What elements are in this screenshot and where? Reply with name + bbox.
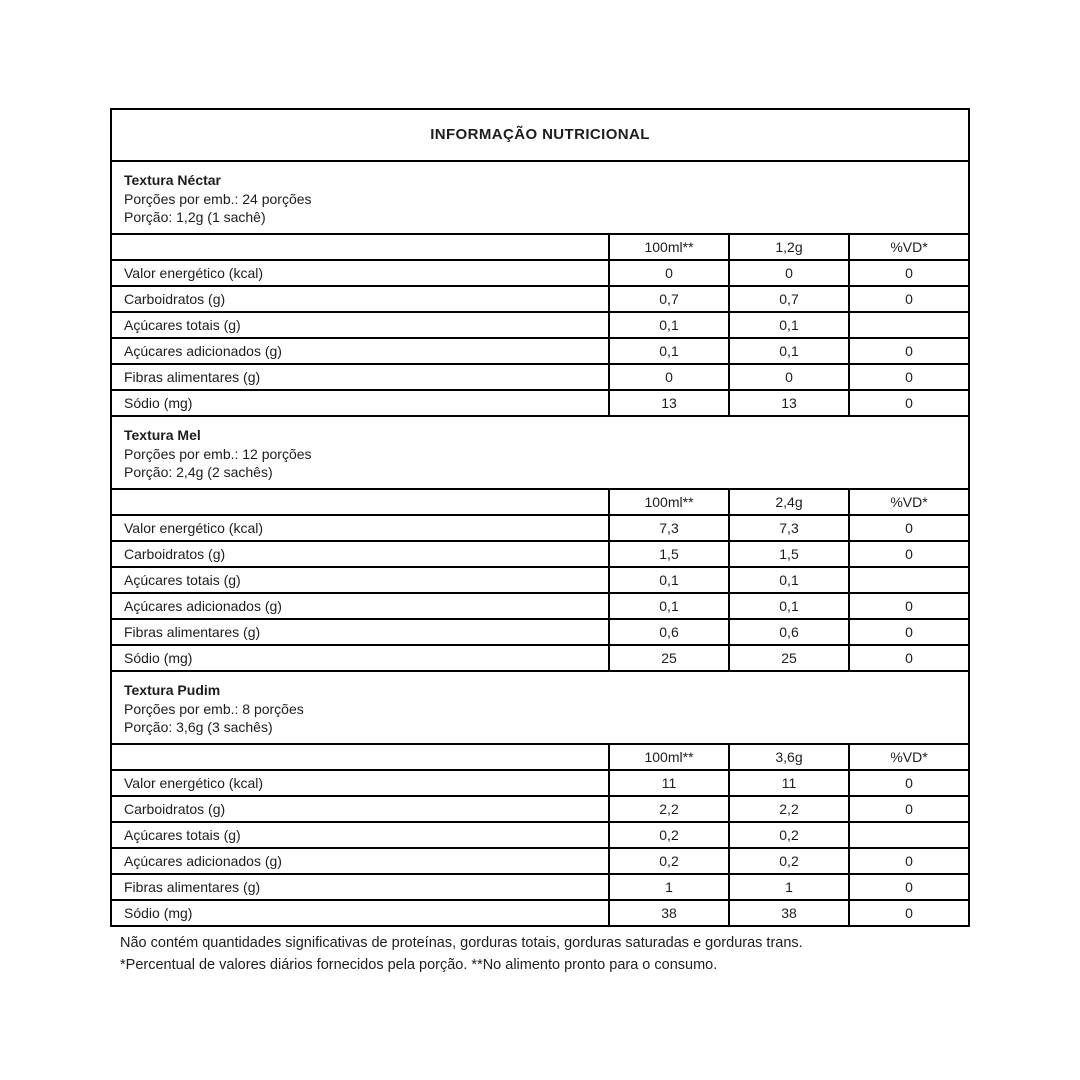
value-per100: 1,5 [608,542,728,566]
value-portion: 1,5 [728,542,848,566]
nutrition-facts-panel [110,108,970,927]
nutrient-row [112,771,968,797]
value-portion: 0,1 [728,594,848,618]
nutrient-label: Fibras alimentares (g) [124,369,261,385]
section-header-pudim [112,672,968,745]
section-header-nectar [112,162,968,235]
value-vd: 0 [848,646,968,670]
panel-title: INFORMAÇÃO NUTRICIONAL [112,110,968,162]
nutrient-label: Carboidratos (g) [124,801,226,817]
servings-per-pack: Porções por emb.: 12 porções [124,445,312,462]
value-per100: 38 [608,901,728,925]
value-per100: 7,3 [608,516,728,540]
value-per100: 0,2 [608,849,728,873]
nutrient-row [112,646,968,672]
nutrient-label: Açúcares totais (g) [124,827,241,843]
nutrient-row [112,594,968,620]
value-portion: 2,2 [728,797,848,821]
value-per100: 0,1 [608,568,728,592]
value-vd: 0 [848,849,968,873]
nutrient-row [112,620,968,646]
nutrient-label: Açúcares adicionados (g) [124,598,282,614]
column-header-vd: %VD* [848,235,968,259]
servings-per-pack: Porções por emb.: 8 porções [124,700,304,717]
column-header-per100: 100ml** [608,235,728,259]
value-vd: 0 [848,771,968,795]
nutrient-label: Sódio (mg) [124,905,193,921]
nutrient-row [112,391,968,417]
value-vd: 0 [848,594,968,618]
nutrient-label: Açúcares totais (g) [124,572,241,588]
nutrient-label: Valor energético (kcal) [124,775,264,791]
value-vd: 0 [848,620,968,644]
value-vd: 0 [848,365,968,389]
value-portion: 13 [728,391,848,415]
nutrient-label: Valor energético (kcal) [124,265,264,281]
value-portion: 0,2 [728,849,848,873]
nutrient-row [112,901,968,925]
section-name: Textura Mel [124,427,201,443]
nutrient-row [112,261,968,287]
value-vd [848,313,968,337]
value-portion: 0,1 [728,339,848,363]
column-header-blank [112,235,608,259]
value-vd: 0 [848,542,968,566]
value-per100: 13 [608,391,728,415]
servings-per-pack: Porções por emb.: 24 porções [124,190,312,207]
value-vd: 0 [848,339,968,363]
value-portion: 0,7 [728,287,848,311]
column-header-portion: 3,6g [728,745,848,769]
value-portion: 1 [728,875,848,899]
nutrient-row [112,339,968,365]
value-portion: 38 [728,901,848,925]
value-vd [848,568,968,592]
value-vd: 0 [848,287,968,311]
section-name: Textura Pudim [124,682,221,698]
value-vd: 0 [848,516,968,540]
nutrient-label: Açúcares totais (g) [124,317,241,333]
column-header-vd: %VD* [848,745,968,769]
nutrient-row [112,823,968,849]
value-portion: 11 [728,771,848,795]
nutrient-label: Sódio (mg) [124,395,193,411]
column-header-per100: 100ml** [608,490,728,514]
section-name: Textura Néctar [124,172,222,188]
column-header-row [112,745,968,771]
footnotes [120,933,980,976]
column-header-row [112,235,968,261]
value-per100: 0,7 [608,287,728,311]
value-per100: 2,2 [608,797,728,821]
nutrient-label: Fibras alimentares (g) [124,624,261,640]
value-portion: 0 [728,261,848,285]
column-header-blank [112,745,608,769]
nutrient-row [112,516,968,542]
nutrient-row [112,875,968,901]
nutrient-label: Carboidratos (g) [124,546,226,562]
nutrient-label: Açúcares adicionados (g) [124,343,282,359]
value-vd: 0 [848,261,968,285]
nutrient-label: Açúcares adicionados (g) [124,853,282,869]
column-header-per100: 100ml** [608,745,728,769]
nutrient-label: Valor energético (kcal) [124,520,264,536]
value-per100: 0,6 [608,620,728,644]
nutrient-row [112,797,968,823]
nutrient-row [112,313,968,339]
value-per100: 0,1 [608,594,728,618]
value-per100: 11 [608,771,728,795]
value-portion: 0 [728,365,848,389]
column-header-row [112,490,968,516]
footnote-daily-values: *Percentual de valores diários fornecidos pela porção. **No alimento pronto para o consumo. [120,956,718,973]
value-vd: 0 [848,875,968,899]
value-per100: 0 [608,261,728,285]
value-vd: 0 [848,901,968,925]
nutrient-row [112,287,968,313]
section-header-mel [112,417,968,490]
value-per100: 0,1 [608,339,728,363]
footnote-no-significant-amounts: Não contém quantidades significativas de proteínas, gorduras totais, gorduras saturadas e gorduras trans. [120,935,803,951]
value-per100: 0,1 [608,313,728,337]
value-per100: 0,2 [608,823,728,847]
value-per100: 1 [608,875,728,899]
portion-size: Porção: 3,6g (3 sachês) [124,719,273,735]
column-header-blank [112,490,608,514]
column-header-portion: 1,2g [728,235,848,259]
nutrient-row [112,365,968,391]
portion-size: Porção: 1,2g (1 sachê) [124,209,266,225]
nutrient-row [112,542,968,568]
nutrient-label: Fibras alimentares (g) [124,879,261,895]
value-portion: 0,6 [728,620,848,644]
nutrient-row [112,568,968,594]
value-per100: 25 [608,646,728,670]
column-header-vd: %VD* [848,490,968,514]
value-portion: 25 [728,646,848,670]
value-vd: 0 [848,797,968,821]
portion-size: Porção: 2,4g (2 sachês) [124,464,273,480]
value-per100: 0 [608,365,728,389]
value-vd: 0 [848,391,968,415]
nutrient-label: Sódio (mg) [124,650,193,666]
value-portion: 0,2 [728,823,848,847]
value-vd [848,823,968,847]
nutrient-row [112,849,968,875]
value-portion: 0,1 [728,313,848,337]
value-portion: 7,3 [728,516,848,540]
nutrient-label: Carboidratos (g) [124,291,226,307]
value-portion: 0,1 [728,568,848,592]
column-header-portion: 2,4g [728,490,848,514]
